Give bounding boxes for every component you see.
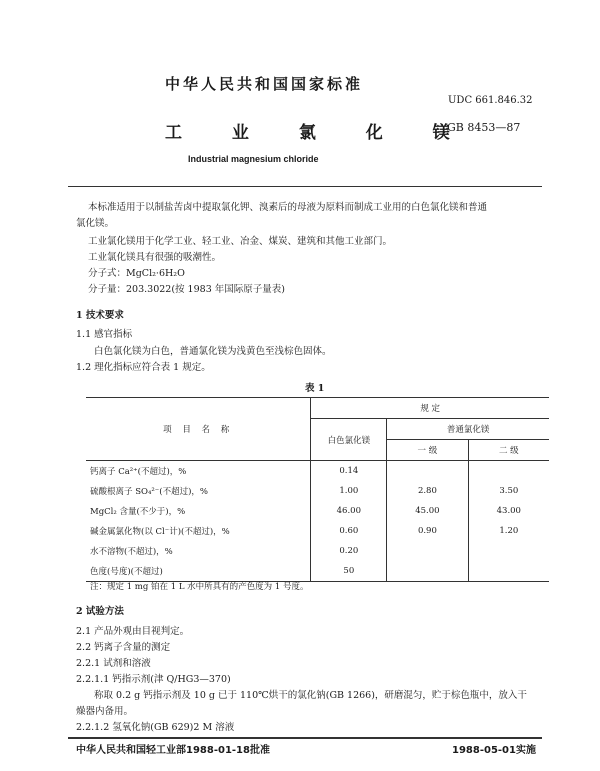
- section-1-1: 1.1 感官指标: [76, 329, 133, 340]
- table-header-grade2: 二 级: [468, 440, 549, 461]
- molecular-weight: 分子量：203.3022(按 1983 年国际原子量表): [88, 284, 285, 295]
- row-grade2: 3.50: [468, 481, 549, 501]
- gb-code: GB 8453—87: [447, 121, 521, 134]
- row-grade1: [387, 561, 468, 582]
- row-name: 钙离子 Ca²⁺(不超过)，%: [90, 467, 187, 477]
- section-2-2: 2.2 钙离子含量的测定: [76, 642, 171, 653]
- table-note: 注：规定 1 mg 铂在 1 L 水中所具有的产色度为 1 号度。: [90, 582, 309, 592]
- row-name: 硫酸根离子 SO₄²⁻(不超过)，%: [90, 487, 209, 497]
- intro-line-4: 工业氯化镁具有很强的吸潮性。: [88, 252, 222, 263]
- row-name: 水不溶物(不超过)，%: [90, 547, 173, 557]
- table-row: [86, 561, 549, 582]
- molecular-formula: 分子式：MgCl₂·6H₂O: [88, 268, 185, 279]
- footer-divider: [68, 737, 542, 739]
- table-caption: 表 1: [305, 383, 325, 394]
- udc-code: UDC 661.846.32: [448, 95, 533, 106]
- spec-table: [86, 397, 549, 582]
- row-grade2: 43.00: [468, 501, 549, 521]
- section-2-2-1-2: 2.2.1.2 氢氧化钠(GB 629)2 M 溶液: [76, 722, 235, 733]
- row-white: 50: [311, 561, 387, 582]
- row-name: MgCl₂ 含量(不少于)，%: [90, 507, 186, 517]
- section-1-1-text: 白色氯化镁为白色，普通氯化镁为浅黄色至浅棕色固体。: [94, 346, 332, 357]
- english-title: Industrial magnesium chloride: [188, 154, 319, 164]
- table-header-white: 白色氯化镁: [311, 419, 387, 461]
- table-row: [86, 541, 549, 561]
- row-grade2: [468, 541, 549, 561]
- document-title: 工 业 氯 化 镁: [165, 123, 472, 143]
- table-row: [86, 521, 549, 541]
- row-name: 碱金属氯化物(以 Cl⁻计)(不超过)，%: [90, 527, 230, 537]
- row-white: 46.00: [311, 501, 387, 521]
- row-grade1: [387, 461, 468, 482]
- row-grade1: 2.80: [387, 481, 468, 501]
- row-grade2: [468, 461, 549, 482]
- table-row: [86, 461, 549, 482]
- intro-line-1: 本标准适用于以制盐苦卤中提取氯化钾、溴素后的母液为原料而制成工业用的白色氯化镁和普通: [88, 202, 488, 213]
- section-2-2-1-1-text-1: 称取 0.2 g 钙指示剂及 10 g 已于 110℃烘干的氯化钠(GB 1266)，研磨混匀，贮于棕色瓶中，放入干: [94, 690, 527, 701]
- section-2-title: 2 试验方法: [76, 606, 124, 617]
- table-row: [86, 501, 549, 521]
- section-2-2-1-1-text-2: 燥器内备用。: [76, 706, 134, 717]
- effective-date: 1988-05-01实施: [452, 745, 536, 756]
- section-2-2-1: 2.2.1 试剂和溶液: [76, 658, 151, 669]
- row-white: 0.14: [311, 461, 387, 482]
- section-2-1: 2.1 产品外观由目视判定。: [76, 626, 190, 637]
- row-grade2: 1.20: [468, 521, 549, 541]
- section-1-title: 1 技术要求: [76, 310, 124, 321]
- table-row: [86, 481, 549, 501]
- approval-date: 中华人民共和国轻工业部1988-01-18批准: [76, 745, 270, 756]
- table-header-item: 项 目 名 称: [86, 398, 311, 461]
- table-header-common: 普通氯化镁: [387, 419, 549, 440]
- section-1-2: 1.2 理化指标应符合表 1 规定。: [76, 362, 211, 373]
- row-grade1: [387, 541, 468, 561]
- section-2-2-1-1: 2.2.1.1 钙指示剂(津 Q/HG3—370): [76, 674, 231, 685]
- header-divider: [68, 186, 542, 187]
- row-grade1: 45.00: [387, 501, 468, 521]
- row-white: 0.20: [311, 541, 387, 561]
- row-grade2: [468, 561, 549, 582]
- row-white: 1.00: [311, 481, 387, 501]
- intro-line-2: 氯化镁。: [76, 218, 115, 229]
- standard-header: 中华人民共和国国家标准: [165, 75, 364, 93]
- row-grade1: 0.90: [387, 521, 468, 541]
- intro-line-3: 工业氯化镁用于化学工业、轻工业、冶金、煤炭、建筑和其他工业部门。: [88, 236, 393, 247]
- row-white: 0.60: [311, 521, 387, 541]
- table-header-spec: 规 定: [311, 398, 549, 419]
- table-header-grade1: 一 级: [387, 440, 468, 461]
- row-name: 色度(号度)(不超过): [86, 561, 311, 582]
